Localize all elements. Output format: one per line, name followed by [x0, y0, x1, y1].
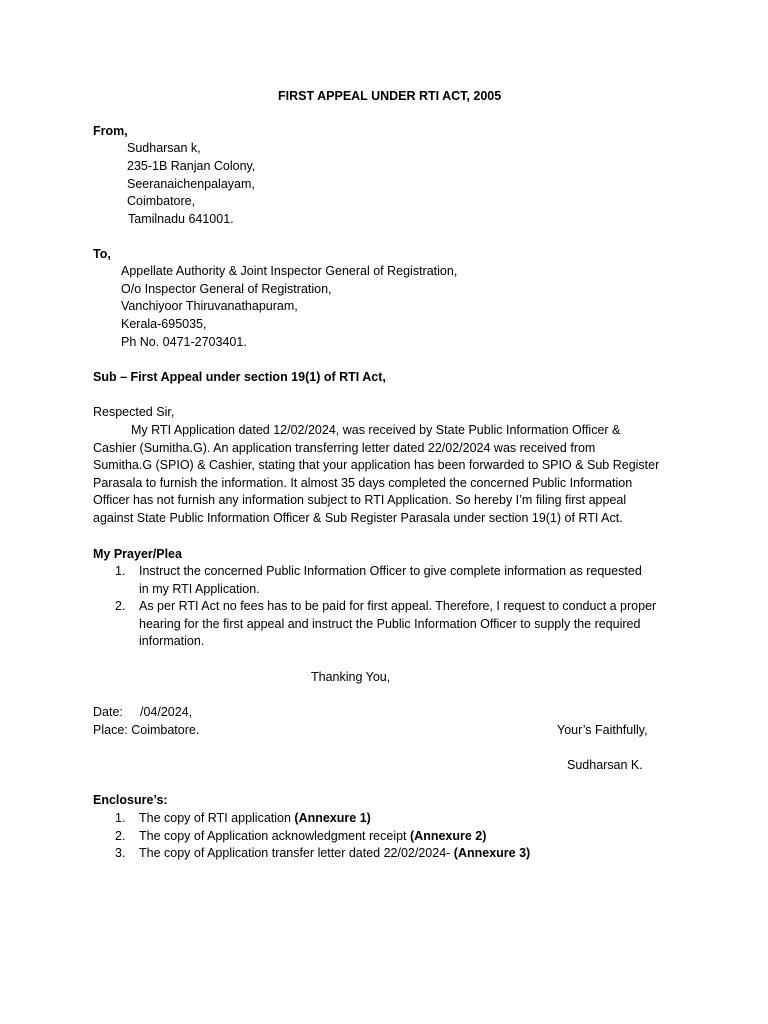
prayer-item-line: hearing for the first appeal and instruct the Public Information Officer to supply the required: [139, 617, 641, 631]
place-line: Place: Coimbatore.: [93, 723, 200, 737]
prayer-item-line: information.: [139, 634, 205, 648]
to-label: To,: [93, 247, 111, 261]
body-line: Officer has not furnish any information subject to RTI Application. So hereby I’m filing first appeal: [93, 493, 627, 507]
prayer-item-line: As per RTI Act no fees has to be paid for first appeal. Therefore, I request to conduct a proper: [139, 599, 657, 613]
prayer-item-number: 2.: [115, 599, 126, 613]
prayer-item-line: Instruct the concerned Public Information Officer to give complete information as requested: [139, 564, 642, 578]
thanking-line: Thanking You,: [311, 670, 391, 684]
date-label: Date:: [93, 705, 123, 719]
enclosures-heading: Enclosure’s:: [93, 793, 168, 807]
prayer-heading: My Prayer/Plea: [93, 547, 182, 561]
to-line: Ph No. 0471-2703401.: [121, 335, 247, 349]
body-line: My RTI Application dated 12/02/2024, was received by State Public Information Officer &: [131, 423, 621, 437]
from-line: Sudharsan k,: [127, 141, 201, 155]
to-line: O/o Inspector General of Registration,: [121, 282, 332, 296]
enclosure-item: [139, 810, 371, 828]
body-line: Sumitha.G (SPIO) & Cashier, stating that your application has been forwarded to SPIO & Sub Register: [93, 458, 660, 472]
prayer-item-line: in my RTI Application.: [139, 582, 260, 596]
enclosure-annexure: (Annexure 1): [294, 811, 371, 825]
enclosure-annexure: (Annexure 3): [453, 846, 531, 860]
page-title: FIRST APPEAL UNDER RTI ACT, 2005: [278, 89, 502, 103]
enclosure-number: 1.: [115, 811, 126, 825]
enclosure-annexure: (Annexure 2): [410, 829, 487, 843]
enclosure-text: The copy of Application transfer letter dated 22/02/2024-: [139, 846, 454, 860]
to-line: Kerala-695035,: [121, 317, 207, 331]
enclosure-text: The copy of Application acknowledgment receipt: [139, 829, 410, 843]
enclosure-number: 2.: [115, 829, 126, 843]
enclosure-item: [139, 845, 530, 863]
closing-line: Your’s Faithfully,: [557, 723, 648, 737]
from-line: 235-1B Ranjan Colony,: [127, 159, 256, 173]
to-line: Vanchiyoor Thiruvanathapuram,: [121, 299, 298, 313]
from-line: Coimbatore,: [127, 194, 196, 208]
salutation: Respected Sir,: [93, 405, 175, 419]
body-line: Cashier (Sumitha.G). An application transferring letter dated 22/02/2024 was received from: [93, 441, 596, 455]
from-label: From,: [93, 124, 128, 138]
enclosure-item: [139, 828, 486, 846]
body-line: against State Public Information Officer & Sub Register Parasala under section 19(1) of RTI Act.: [93, 511, 623, 525]
prayer-item-number: 1.: [115, 564, 126, 578]
date-value: /04/2024,: [140, 705, 193, 719]
enclosure-number: 3.: [115, 846, 126, 860]
signature-name: Sudharsan K.: [567, 758, 643, 772]
from-line: Tamilnadu 641001.: [128, 212, 234, 226]
from-line: Seeranaichenpalayam,: [127, 177, 255, 191]
enclosure-text: The copy of RTI application: [139, 811, 295, 825]
body-line: Parasala to furnish the information. It almost 35 days completed the concerned Public Information: [93, 476, 633, 490]
subject-line: Sub – First Appeal under section 19(1) of RTI Act,: [93, 370, 386, 384]
to-line: Appellate Authority & Joint Inspector General of Registration,: [121, 264, 458, 278]
